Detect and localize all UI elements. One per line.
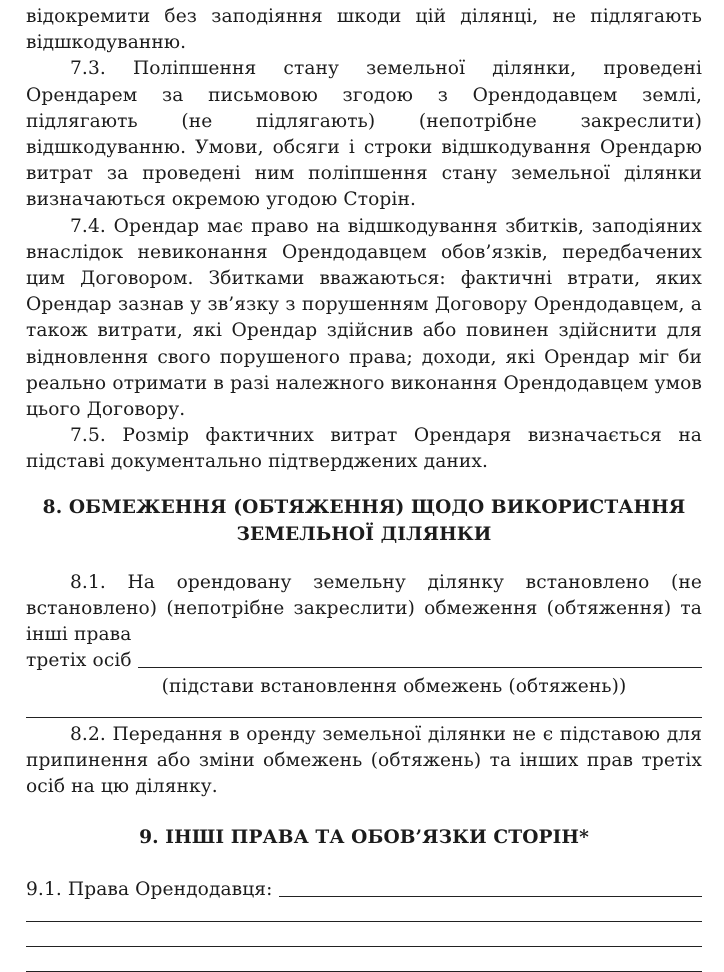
section-9-heading: 9. ІНШІ ПРАВА ТА ОБОВ’ЯЗКИ СТОРІН* [139,827,589,849]
paragraph-8-2: 8.2. Передання в оренду земельної ділянки не є підставою для припинення або зміни обмежень (обтяжень) та інших прав третіх осіб на цю ділянку. [26,723,702,798]
spacer [26,701,702,717]
section-8-heading-line2: ЗЕМЕЛЬНОЇ ДІЛЯНКИ [236,523,492,545]
third-parties-line [26,648,702,674]
paragraph-continuation: відокремити без заподіяння шкоди цій ділянці, не підлягають відшкодуванню. [26,6,702,54]
section-8-heading [26,494,702,548]
document-page [26,4,702,972]
landlord-rights-fill-line[interactable] [279,896,703,897]
restrictions-basis-caption: (підстави встановлення обмежень (обтяжень)) [161,676,627,698]
landlord-rights-label: 9.1. Права Орендодавця: [26,879,273,901]
third-parties-fill-line[interactable] [138,667,702,668]
paragraph-7-5: 7.5. Розмір фактичних витрат Орендаря визначається на підставі документально підтверджених даних. [26,425,702,473]
third-parties-label: третіх осіб [26,650,132,672]
landlord-rights-line [26,877,702,903]
section-8-heading-line1: 8. ОБМЕЖЕННЯ (ОБТЯЖЕННЯ) ЩОДО ВИКОРИСТАННЯ [42,496,686,518]
paragraph-8-1: 8.1. На орендовану земельну ділянку встановлено (не встановлено) (непотрібне закреслити) обмеження (обтяження) та інші права [26,571,702,646]
paragraph-7-3: 7.3. Поліпшення стану земельної ділянки, проведені Орендарем за письмовою згодою з Орендодавцем землі, підлягають (не підлягають) (непотрібне закреслити) відшкодуванню. Умови, обсяги і строки відшкодування Орендарю витрат за проведені ним поліпшення стану земельної ділянки визначаються окремою угодою Сторін. [26,58,702,211]
paragraph-7-4: 7.4. Орендар має право на відшкодування збитків, заподіяних внаслідок невиконання Орендодавцем обов’язків, передбачених цим Договором. Збитками вважаються: фактичні втрати, яких Орендар зазнав у зв’язку з порушенням Договору Орендодавцем, а також витрати, які Орендар здійснив або повинен здійснити для відновлення свого порушеного права; доходи, які Орендар міг би реально отримати в разі належного виконання Орендодавцем умов цього Договору. [26,215,702,421]
spacer [26,903,702,921]
spacer [26,922,702,946]
